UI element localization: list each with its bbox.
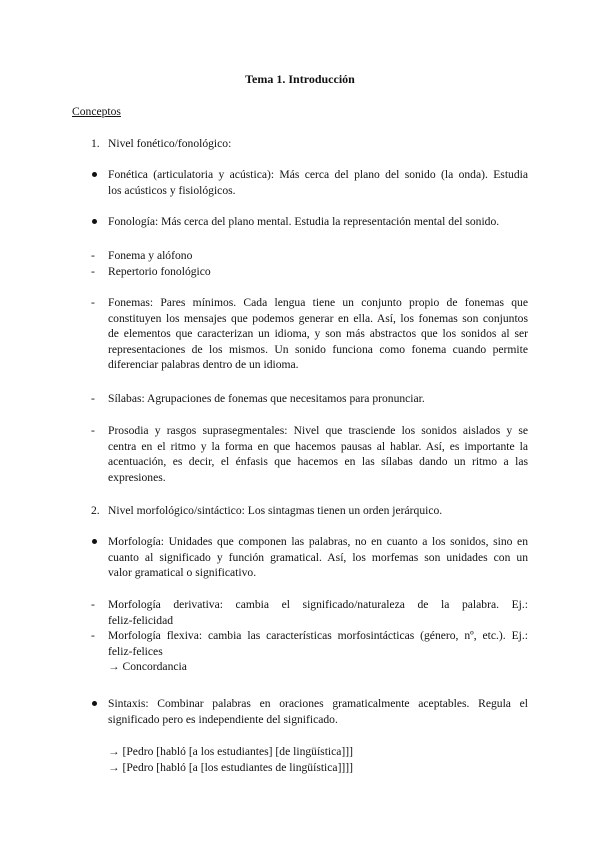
item-line: expresiones.: [108, 470, 166, 484]
dash-marker: -: [91, 392, 95, 405]
dash-marker: -: [91, 296, 95, 309]
dash-marker: -: [91, 629, 95, 642]
section-heading-text: Conceptos: [72, 105, 121, 118]
item-number: 1.: [91, 137, 100, 150]
item-line: Fonemas: Pares mínimos. Cada lengua tiene un conjunto propio de fonemas que: [108, 296, 528, 309]
item-line: Sintaxis: Combinar palabras en oraciones gramaticalmente aceptables. Regula el: [108, 697, 528, 710]
item-line: Fonética (articulatoria y acústica): Más cerca del plano del sonido (la onda). Estudia: [108, 168, 528, 181]
item-line: Fonología: Más cerca del plano mental. Estudia la representación mental del sonido.: [108, 215, 500, 228]
item-line: Morfología flexiva: cambia las características morfosintácticas (género, nº, etc.). Ej.:: [108, 629, 528, 642]
item-line: representaciones de los mismos. Un sonido funciona como fonema cuando permite: [108, 342, 528, 356]
item-line: significado pero es independiente del significado.: [108, 712, 338, 726]
item-line: constituyen los mensajes que podemos generar en ella. Así, los fonemas son conjuntos: [108, 311, 528, 325]
item-line: feliz-felices: [108, 644, 163, 658]
example-text: → [Pedro [habló [a [los estudiantes de lingüística]]]]: [108, 761, 354, 774]
item-line: cuanto al significado y función gramatical. Así, los morfemas son unidades con un: [108, 550, 528, 564]
item-text: Nivel fonético/fonológico:: [108, 137, 232, 150]
bullet-icon: [92, 539, 97, 544]
item-line: diferenciar palabras dentro de un idioma.: [108, 358, 299, 371]
dash-marker: -: [91, 598, 95, 611]
item-line: de elementos que caracterizan un idioma, y son más abstractos que los sonidos al ser: [108, 327, 528, 340]
item-line: → Concordancia: [108, 660, 187, 673]
page-title: Tema 1. Introducción: [245, 72, 355, 86]
bullet-icon: [92, 219, 97, 224]
example-text: → [Pedro [habló [a los estudiantes] [de lingüística]]]: [108, 745, 354, 758]
item-line: acentuación, es decir, el énfasis que hacemos en las sílabas dando un ritmo a las: [108, 455, 528, 468]
bullet-icon: [92, 701, 97, 706]
item-number: 2.: [91, 504, 100, 517]
item-line: los acústicos y fisiológicos.: [108, 183, 236, 197]
item-line: feliz-felicidad: [108, 613, 174, 627]
bullet-icon: [92, 172, 97, 177]
item-line: Sílabas: Agrupaciones de fonemas que necesitamos para pronunciar.: [108, 392, 425, 405]
item-line: Prosodia y rasgos suprasegmentales: Nivel que trasciende los sonidos aislados y se: [108, 424, 528, 437]
dash-marker: -: [91, 264, 95, 278]
item-line: Fonema y alófono: [108, 249, 193, 262]
item-text: Nivel morfológico/sintáctico: Los sintagmas tienen un orden jerárquico.: [108, 504, 443, 517]
item-line: Morfología: Unidades que componen las palabras, no en cuanto a los sonidos, sino en: [108, 535, 528, 548]
item-line: valor gramatical o significativo.: [108, 566, 257, 579]
item-line: centra en el ritmo y la forma en que hacemos pausas al hablar. Así, es importante la: [108, 439, 528, 453]
item-line: Repertorio fonológico: [108, 264, 211, 278]
dash-marker: -: [91, 249, 95, 262]
item-line: Morfología derivativa: cambia el significado/naturaleza de la palabra. Ej.:: [108, 598, 528, 611]
dash-marker: -: [91, 424, 95, 437]
